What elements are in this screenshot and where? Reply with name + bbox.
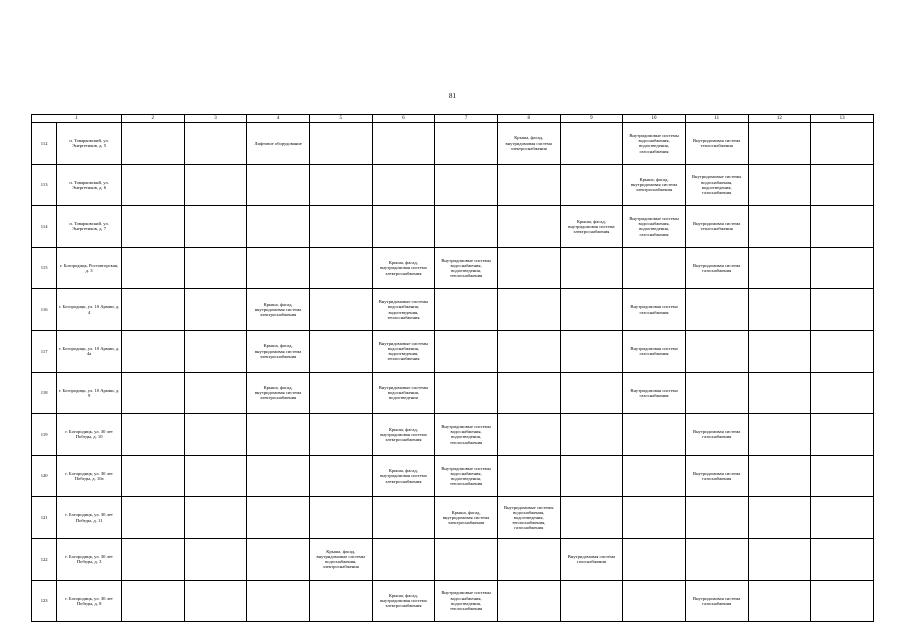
work-cell <box>435 123 498 165</box>
work-cell: Внутридомовая система газоснабжения <box>685 455 748 497</box>
row-number: 123 <box>32 580 57 622</box>
work-cell: Крыша, фасад, внутридомовая система электроснабжения <box>435 497 498 539</box>
column-header: 7 <box>435 115 498 123</box>
work-cell <box>121 538 184 580</box>
work-cell <box>685 330 748 372</box>
address-cell: г. Богородицк, ул. 30 лет Победы, д. 11 <box>57 497 122 539</box>
work-cell <box>309 247 372 289</box>
work-cell <box>560 330 623 372</box>
work-cell <box>184 580 247 622</box>
address-cell: г. Богородицк, ул. 30 лет Победы, д. 10 <box>57 414 122 456</box>
work-cell <box>184 372 247 414</box>
work-cell <box>247 497 310 539</box>
table-row <box>32 330 874 372</box>
work-cell: Внутридомовые системы водоснабжения, водоотведения, теплоснабжения <box>435 247 498 289</box>
work-cell <box>121 206 184 248</box>
work-cell <box>309 497 372 539</box>
row-number: 117 <box>32 330 57 372</box>
work-cell <box>560 247 623 289</box>
row-number: 115 <box>32 247 57 289</box>
work-cell <box>685 289 748 331</box>
address-cell: г. Богородицк, ул. 30 лет Победы, д. 3 <box>57 538 122 580</box>
work-cell <box>435 206 498 248</box>
work-cell <box>748 538 811 580</box>
work-cell: Внутридомовые системы водоснабжения, водоотведения, теплоснабжения <box>435 455 498 497</box>
work-cell: Внутридомовые системы водоснабжения, водоотведения, газоснабжения <box>685 164 748 206</box>
work-cell <box>309 330 372 372</box>
work-cell: Крыша, фасад, внутридомовая система электроснабжения <box>372 455 435 497</box>
address-cell: г. Богородицк, ул. 30 лет Победы, д. 10а <box>57 455 122 497</box>
work-cell <box>184 123 247 165</box>
work-cell <box>497 580 560 622</box>
work-cell <box>623 455 686 497</box>
address-cell: г. Богородицк, Ростовгорская, д. 3 <box>57 247 122 289</box>
work-cell: Крыша, фасад, внутридомовая система электроснабжения <box>247 372 310 414</box>
work-cell <box>121 580 184 622</box>
work-cell: Внутридомовая система теплоснабжения <box>685 123 748 165</box>
row-number: 114 <box>32 206 57 248</box>
work-cell <box>748 289 811 331</box>
work-cell <box>497 372 560 414</box>
table-body <box>32 115 874 622</box>
work-cell <box>184 414 247 456</box>
header-row <box>32 115 874 123</box>
work-cell <box>685 497 748 539</box>
work-cell <box>247 164 310 206</box>
work-cell <box>184 247 247 289</box>
row-number: 116 <box>32 289 57 331</box>
work-cell <box>748 372 811 414</box>
work-cell <box>811 164 874 206</box>
column-header: 12 <box>748 115 811 123</box>
work-cell: Внутридомовые системы водоснабжения, водоотведения, теплоснабжения <box>435 580 498 622</box>
column-header: 10 <box>623 115 686 123</box>
work-cell: Внутридомовая система газоснабжения <box>685 414 748 456</box>
table-row <box>32 580 874 622</box>
work-cell <box>560 372 623 414</box>
work-cell <box>748 580 811 622</box>
work-cell <box>247 247 310 289</box>
work-cell: Крыша, фасад, внутридомовая система электроснабжения <box>372 580 435 622</box>
row-number: 122 <box>32 538 57 580</box>
work-cell: Крыша, фасад, внутридомовая система электроснабжения <box>560 206 623 248</box>
table-row <box>32 289 874 331</box>
work-cell <box>811 247 874 289</box>
work-cell <box>497 164 560 206</box>
address-cell: г. Богородицк, ул. 30 лет Победы, д. 8 <box>57 580 122 622</box>
table-row <box>32 538 874 580</box>
work-cell <box>372 206 435 248</box>
work-cell <box>811 289 874 331</box>
repair-schedule-table <box>31 114 874 622</box>
work-cell <box>623 580 686 622</box>
work-cell: Внутридомовая система газоснабжения <box>623 330 686 372</box>
work-cell: Внутридомовая система газоснабжения <box>623 372 686 414</box>
work-cell <box>372 164 435 206</box>
work-cell <box>497 247 560 289</box>
work-cell <box>435 538 498 580</box>
work-cell: Лифтовое оборудование <box>247 123 310 165</box>
work-cell: Внутридомовые системы водоснабжения, водоотведения, теплоснабжения <box>372 289 435 331</box>
work-cell <box>121 247 184 289</box>
work-cell <box>121 372 184 414</box>
work-cell <box>184 206 247 248</box>
work-cell: Внутридомовая система газоснабжения <box>685 580 748 622</box>
work-cell: Крыша, фасад, внутридомовая система электроснабжения <box>372 247 435 289</box>
work-cell <box>247 538 310 580</box>
column-header: 8 <box>497 115 560 123</box>
work-cell <box>560 123 623 165</box>
column-header: 9 <box>560 115 623 123</box>
work-cell <box>748 206 811 248</box>
row-number: 112 <box>32 123 57 165</box>
work-cell <box>560 455 623 497</box>
work-cell <box>748 330 811 372</box>
table-row <box>32 455 874 497</box>
work-cell: Внутридомовая система теплоснабжения <box>685 206 748 248</box>
work-cell <box>121 123 184 165</box>
column-header: 1 <box>32 115 122 123</box>
work-cell <box>121 497 184 539</box>
address-cell: г. Богородицк, ул. 10 Армии, д. 4 <box>57 289 122 331</box>
work-cell <box>811 580 874 622</box>
work-cell <box>811 206 874 248</box>
work-cell <box>184 330 247 372</box>
work-cell: Крыша, фасад, внутридомовая система электроснабжения <box>372 414 435 456</box>
work-cell <box>184 455 247 497</box>
table-row <box>32 164 874 206</box>
work-cell <box>372 123 435 165</box>
work-cell: Крыша, фасад, внутридомовая система электроснабжения <box>247 330 310 372</box>
work-cell <box>811 330 874 372</box>
work-cell <box>121 164 184 206</box>
work-cell <box>623 538 686 580</box>
work-cell <box>497 538 560 580</box>
column-header: 13 <box>811 115 874 123</box>
work-cell <box>247 206 310 248</box>
work-cell <box>623 414 686 456</box>
work-cell: Внутридомовые системы водоснабжения, водоотведения, газоснабжения <box>623 123 686 165</box>
work-cell <box>372 497 435 539</box>
table-row <box>32 414 874 456</box>
table-row <box>32 372 874 414</box>
work-cell <box>560 164 623 206</box>
address-cell: г. Богородицк, ул. 10 Армии, д. 9 <box>57 372 122 414</box>
work-cell <box>247 580 310 622</box>
work-cell <box>560 497 623 539</box>
work-cell <box>309 580 372 622</box>
table-row <box>32 123 874 165</box>
work-cell <box>811 497 874 539</box>
work-cell <box>309 123 372 165</box>
work-cell <box>121 330 184 372</box>
row-number: 121 <box>32 497 57 539</box>
work-cell <box>247 414 310 456</box>
work-cell <box>497 330 560 372</box>
address-cell: п. Товарковский, ул. Энергетиков, д. 5 <box>57 123 122 165</box>
work-cell: Внутридомовая система газоснабжения <box>623 289 686 331</box>
column-header: 3 <box>184 115 247 123</box>
work-cell <box>184 497 247 539</box>
work-cell <box>435 289 498 331</box>
work-cell <box>748 123 811 165</box>
work-cell <box>372 538 435 580</box>
column-header: 4 <box>247 115 310 123</box>
work-cell <box>811 123 874 165</box>
work-cell <box>435 372 498 414</box>
table-row <box>32 497 874 539</box>
work-cell: Крыша, фасад, внутридомовая система электроснабжения <box>623 164 686 206</box>
column-header: 5 <box>309 115 372 123</box>
address-cell: п. Товарковский, ул. Энергетиков, д. 6 <box>57 164 122 206</box>
work-cell <box>309 289 372 331</box>
table-row <box>32 206 874 248</box>
work-cell: Внутридомовая система газоснабжения <box>560 538 623 580</box>
table-row <box>32 247 874 289</box>
work-cell <box>560 414 623 456</box>
column-header: 2 <box>121 115 184 123</box>
work-cell <box>184 164 247 206</box>
work-cell: Внутридомовые системы водоснабжения, водоотведения <box>372 372 435 414</box>
work-cell <box>811 372 874 414</box>
work-cell <box>121 414 184 456</box>
work-cell <box>309 414 372 456</box>
work-cell <box>497 206 560 248</box>
work-cell <box>309 164 372 206</box>
work-cell <box>748 455 811 497</box>
work-cell <box>184 289 247 331</box>
work-cell <box>560 289 623 331</box>
column-header: 6 <box>372 115 435 123</box>
work-cell <box>685 538 748 580</box>
work-cell <box>309 455 372 497</box>
work-cell: Внутридомовая система газоснабжения <box>685 247 748 289</box>
row-number: 120 <box>32 455 57 497</box>
work-cell <box>623 497 686 539</box>
row-number: 119 <box>32 414 57 456</box>
work-cell: Крыша, фасад, внутридомовая система электроснабжения <box>247 289 310 331</box>
work-cell <box>309 206 372 248</box>
work-cell <box>497 455 560 497</box>
work-cell <box>811 538 874 580</box>
work-cell <box>247 455 310 497</box>
work-cell: Внутридомовые системы водоснабжения, водоотведения, газоснабжения <box>623 206 686 248</box>
work-cell <box>121 289 184 331</box>
work-cell <box>811 455 874 497</box>
work-cell <box>748 497 811 539</box>
column-header: 11 <box>685 115 748 123</box>
work-cell <box>435 330 498 372</box>
work-cell <box>497 414 560 456</box>
address-cell: п. Товарковский, ул. Энергетиков, д. 7 <box>57 206 122 248</box>
row-number: 113 <box>32 164 57 206</box>
address-cell: г. Богородицк, ул. 10 Армии, д. 4а <box>57 330 122 372</box>
work-cell: Внутридомовые системы водоснабжения, водоотведения, теплоснабжения <box>372 330 435 372</box>
work-cell: Крыша, фасад, внутридомовые системы водоснабжения, электроснабжения <box>309 538 372 580</box>
page-number: 81 <box>449 92 456 100</box>
work-cell: Внутридомовые системы водоснабжения, водоотведения, теплоснабжения, газоснабжения <box>497 497 560 539</box>
work-cell <box>748 164 811 206</box>
work-cell <box>811 414 874 456</box>
work-cell <box>685 372 748 414</box>
work-cell <box>560 580 623 622</box>
work-cell: Крыша, фасад, внутридомовая система электроснабжения <box>497 123 560 165</box>
work-cell <box>435 164 498 206</box>
work-cell <box>121 455 184 497</box>
work-cell <box>184 538 247 580</box>
work-cell: Внутридомовые системы водоснабжения, водоотведения, теплоснабжения <box>435 414 498 456</box>
work-cell <box>748 247 811 289</box>
work-cell <box>309 372 372 414</box>
row-number: 118 <box>32 372 57 414</box>
work-cell <box>748 414 811 456</box>
work-cell <box>497 289 560 331</box>
work-cell <box>623 247 686 289</box>
